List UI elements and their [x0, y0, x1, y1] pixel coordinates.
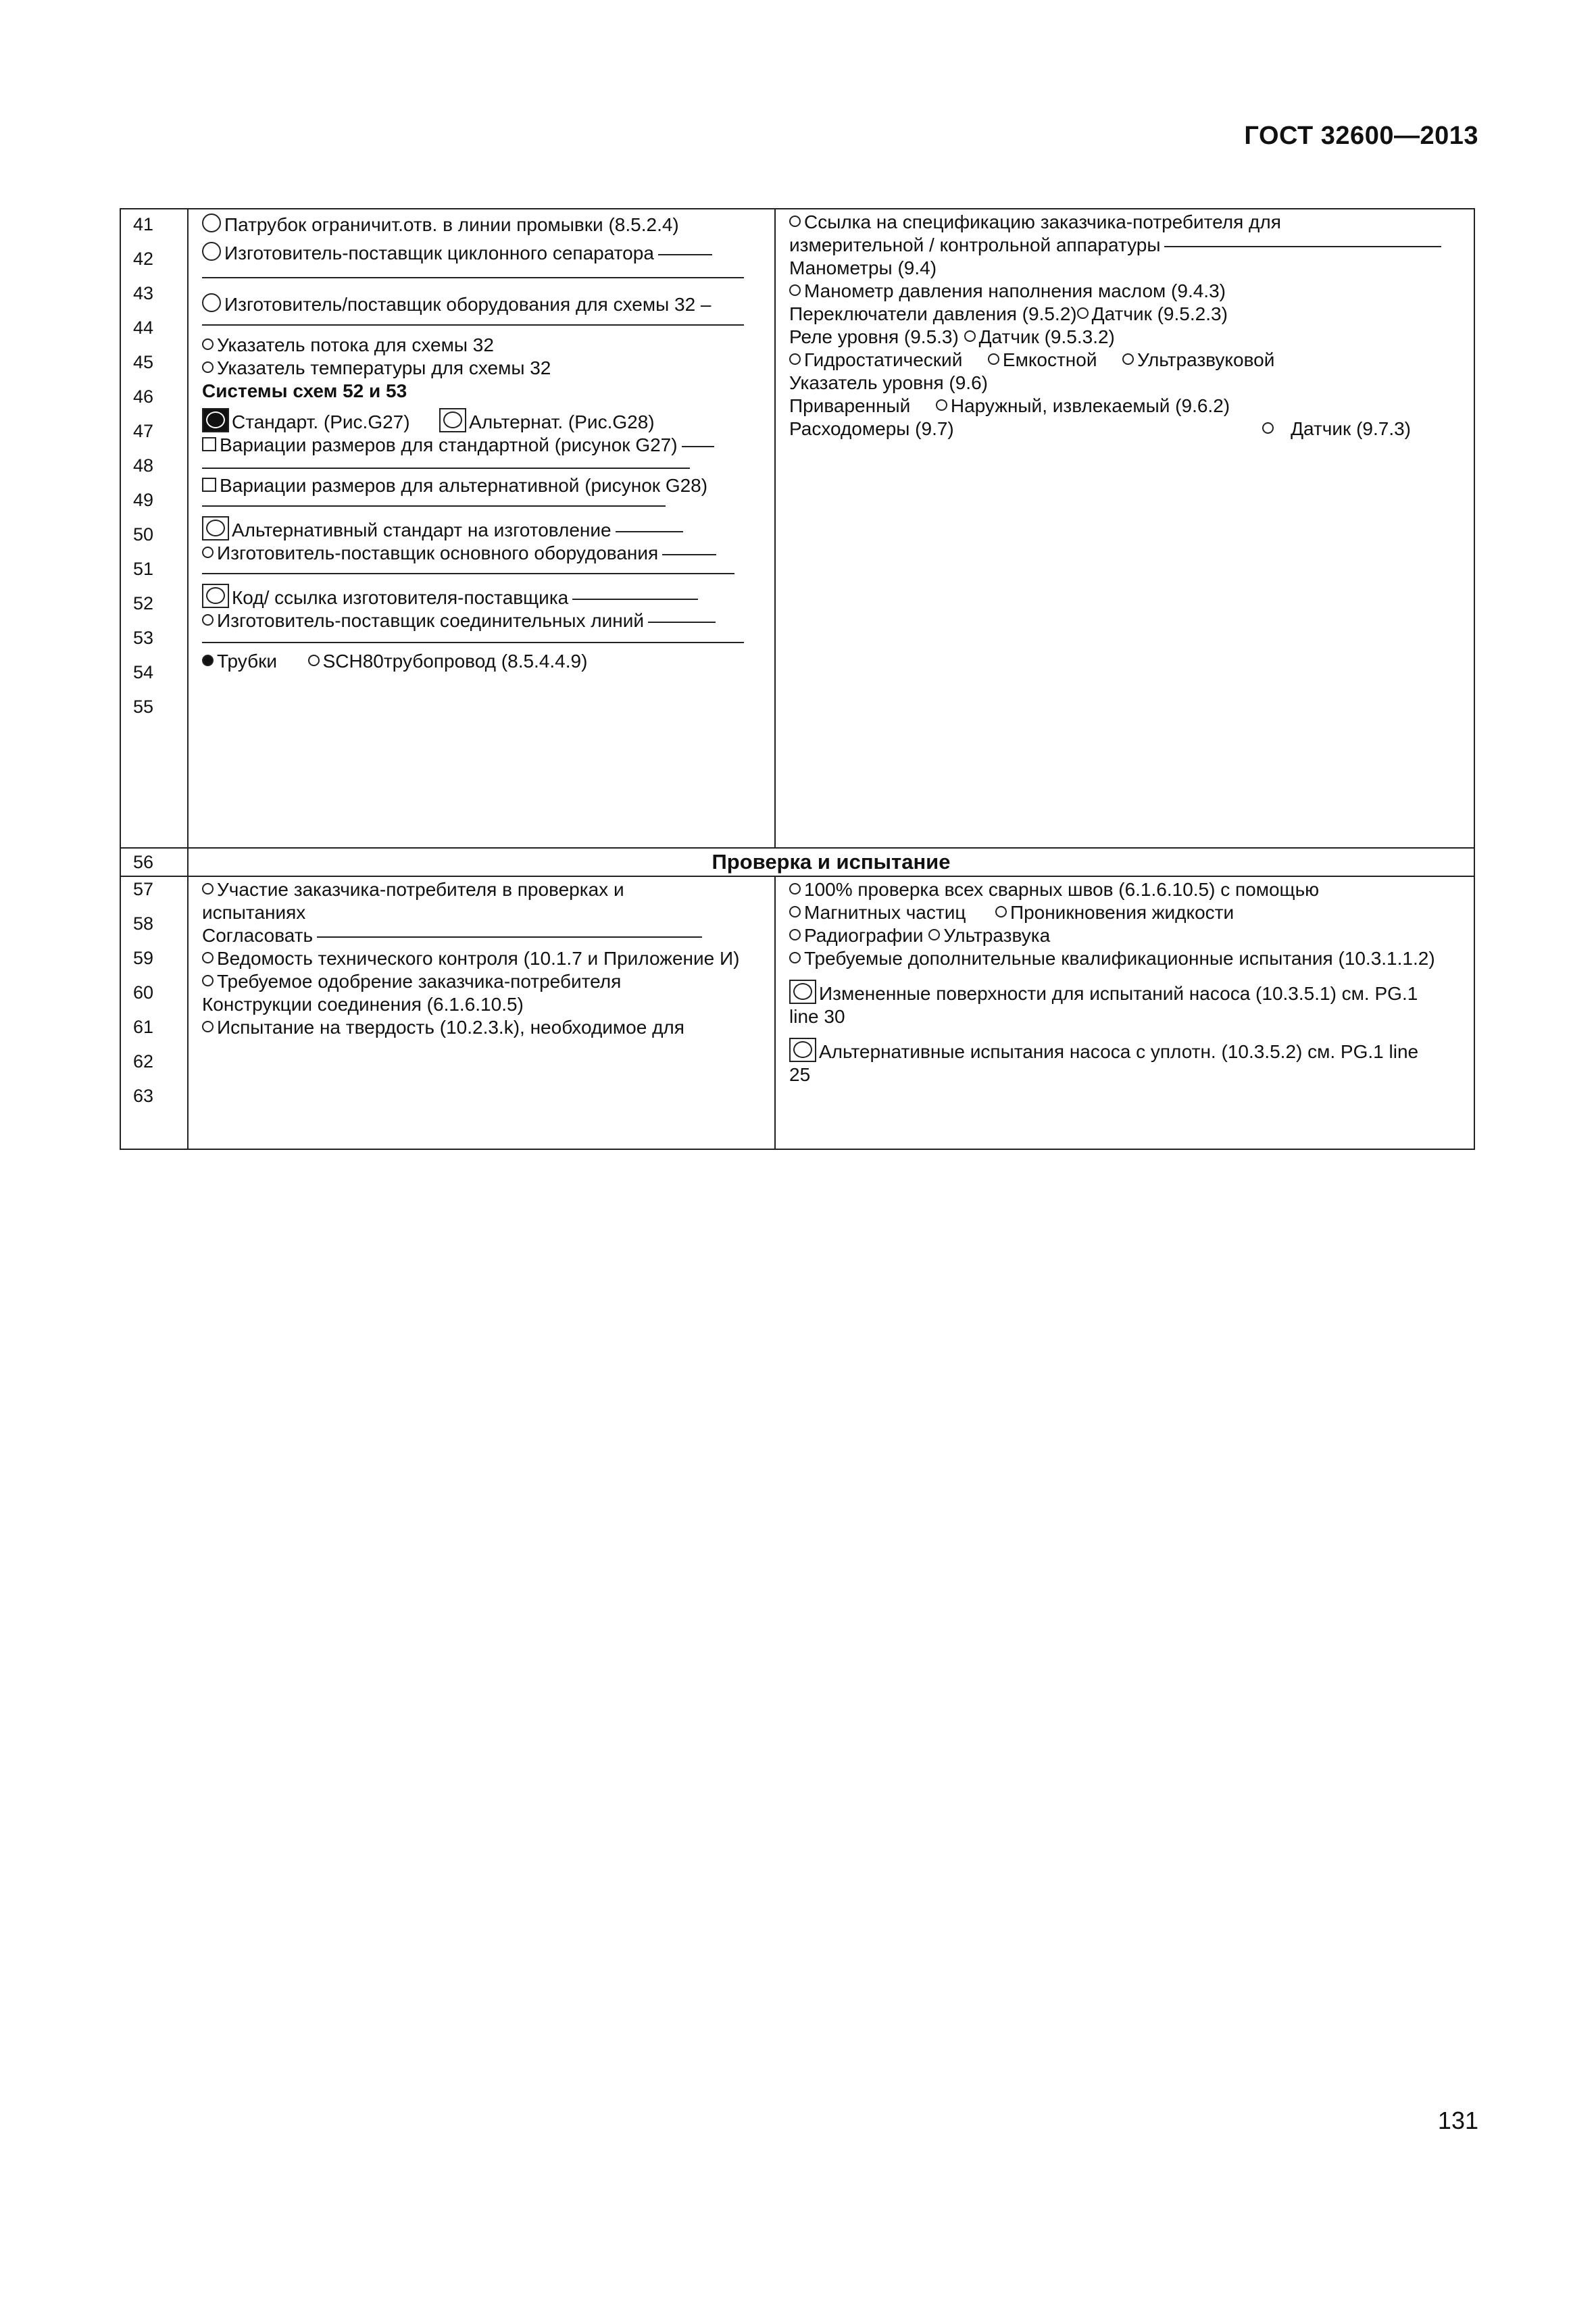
line-number: 46 [133, 386, 154, 407]
radio-button[interactable] [308, 655, 320, 666]
fill-in-line[interactable] [202, 324, 744, 326]
field-vendor-code-reference: Код/ ссылка изготовителя-поставщика [202, 584, 766, 609]
line-number: 45 [133, 352, 154, 372]
fill-in-line[interactable] [682, 446, 714, 447]
radio-button[interactable] [202, 1021, 214, 1032]
radio-button[interactable] [202, 952, 214, 963]
field-purchaser-participation: Участие заказчика-потребителя в проверках и испытаниях [202, 879, 624, 923]
radio-button[interactable] [202, 338, 214, 350]
radio-button[interactable] [202, 883, 214, 895]
section-title: Проверка и испытание [712, 850, 951, 874]
field-additional-qualification-tests: Требуемые дополнительные квалификационные испытания (10.3.1.1.2) [789, 947, 1438, 970]
radio-button[interactable] [1262, 422, 1274, 434]
radio-button[interactable] [202, 614, 214, 626]
radio-button[interactable] [202, 213, 221, 232]
fill-in-line[interactable] [572, 599, 698, 600]
field-hardness-test: Испытание на твердость (10.2.3.k), необходимое для [202, 1016, 766, 1039]
radio-button[interactable] [789, 284, 801, 296]
line-number: 62 [133, 1051, 154, 1072]
line-number: 52 [133, 593, 154, 613]
field-purchaser-approval-required: Требуемое одобрение заказчика-потребителя [202, 970, 766, 993]
field-level-switches: Реле уровня (9.5.3) Датчик (9.5.3.2) [789, 326, 1115, 347]
fill-in-line[interactable] [616, 531, 683, 532]
page-number: 131 [1437, 2107, 1478, 2134]
radio-button[interactable] [202, 975, 214, 986]
radio-button[interactable] [202, 547, 214, 558]
subheading-plans-52-53: Системы схем 52 и 53 [202, 380, 407, 401]
radio-button[interactable] [789, 216, 801, 227]
field-alternative-seal-tests: Альтернативные испытания насоса с уплотн. (10.3.5.2) см. PG.1 line 25 [789, 1038, 1438, 1086]
radio-button[interactable] [988, 353, 999, 365]
line-number: 50 [133, 524, 154, 545]
field-oil-filled-gauge: Манометр давления наполнения маслом (9.4.3) [789, 280, 1466, 303]
field-level-switch-type: Гидростатический Емкостной Ультразвуковой [789, 349, 1466, 372]
fill-in-line[interactable] [648, 622, 716, 623]
field-pressure-switches: Переключатели давления (9.5.2) Датчик (9.5.2.3) [789, 303, 1228, 324]
radio-button[interactable] [1122, 353, 1134, 365]
fill-in-line[interactable] [317, 936, 702, 938]
line-number: 49 [133, 490, 154, 510]
radio-button[interactable] [202, 242, 221, 261]
radio-button[interactable] [1077, 307, 1089, 319]
field-inspection-checklist: Ведомость технического контроля (10.1.7 и Приложение И) [202, 947, 763, 970]
table-row-block-41-55 [121, 209, 1474, 849]
field-tubing-or-piping: Трубки SCH80трубопровод (8.5.4.4.9) [202, 650, 766, 673]
line-number: 48 [133, 455, 154, 476]
line-number: 51 [133, 559, 154, 579]
line-number: 57 [133, 879, 154, 899]
fill-in-line[interactable] [202, 505, 666, 507]
field-main-equipment-vendor: Изготовитель-поставщик основного оборудования [202, 542, 766, 565]
option-icon[interactable] [789, 1038, 816, 1062]
fill-in-line[interactable] [662, 554, 716, 555]
line-number: 55 [133, 697, 154, 717]
radio-button-selected[interactable] [202, 655, 214, 666]
line-number-column [121, 877, 189, 1149]
left-column [189, 209, 776, 847]
field-size-variations-standard: Вариации размеров для стандартной (рисунок G27) [202, 434, 766, 457]
checkbox[interactable] [202, 478, 216, 492]
field-pressure-gauges: Манометры (9.4) [789, 257, 937, 278]
option-icon[interactable] [202, 516, 229, 540]
field-standard-or-alternative: Стандарт. (Рис.G27) Альтернат. (Рис.G28) [202, 408, 766, 434]
radio-button[interactable] [202, 361, 214, 373]
field-inspection-method-1: Магнитных частиц Проникновения жидкости [789, 901, 1466, 924]
line-number: 59 [133, 948, 154, 968]
field-joint-designs: Конструкции соединения (6.1.6.10.5) [202, 994, 524, 1015]
line-number: 58 [133, 913, 154, 934]
fill-in-line[interactable] [202, 573, 734, 574]
fill-in-line[interactable] [1164, 246, 1441, 247]
fill-in-line[interactable] [202, 277, 744, 278]
field-flush-orifice: Патрубок ограничит.отв. в линии промывки (8.5.2.4) [202, 213, 766, 236]
table-row-section-header [121, 849, 1474, 877]
checkbox[interactable] [202, 437, 216, 451]
field-coordinate: Согласовать [202, 924, 766, 947]
field-cyclone-separator-vendor: Изготовитель-поставщик циклонного сепаратора [202, 242, 766, 265]
line-number: 60 [133, 982, 154, 1003]
option-icon[interactable] [439, 408, 466, 432]
field-connecting-lines-vendor: Изготовитель-поставщик соединительных линий [202, 609, 766, 632]
field-modified-test-surfaces: Измененные поверхности для испытаний насоса (10.3.5.1) см. PG.1 line 30 [789, 980, 1438, 1028]
line-number-column [121, 209, 189, 847]
fill-in-line[interactable] [658, 254, 712, 255]
line-number: 47 [133, 421, 154, 441]
option-icon[interactable] [202, 584, 229, 608]
line-number: 42 [133, 249, 154, 269]
field-instrumentation-spec-reference: Ссылка на спецификацию заказчика-потребителя для [789, 211, 1466, 234]
field-level-indicator: Указатель уровня (9.6) [789, 372, 988, 393]
data-sheet-table [120, 208, 1475, 1150]
option-icon[interactable] [789, 980, 816, 1004]
selected-option-icon[interactable] [202, 408, 229, 432]
line-number: 54 [133, 662, 154, 682]
field-alternative-manufacturing-standard: Альтернативный стандарт на изготовление [202, 516, 766, 542]
right-column [776, 209, 1474, 847]
field-plan32-flow-indicator: Указатель потока для схемы 32 [202, 334, 766, 357]
line-number: 61 [133, 1017, 154, 1037]
field-level-indicator-type: Приваренный Наружный, извлекаемый (9.6.2) [789, 395, 1230, 416]
field-plan32-temperature-indicator: Указатель температуры для схемы 32 [202, 357, 766, 380]
field-flow-meters: Расходомеры (9.7) Датчик (9.7.3) [789, 418, 1411, 439]
right-column [776, 877, 1474, 1149]
radio-button[interactable] [928, 929, 940, 940]
line-number: 56 [121, 849, 189, 876]
radio-button[interactable] [202, 293, 221, 312]
line-number: 53 [133, 628, 154, 648]
document-title: ГОСТ 32600—2013 [1244, 122, 1478, 150]
line-number: 41 [133, 214, 154, 234]
radio-button[interactable] [789, 883, 801, 895]
line-number: 43 [133, 283, 154, 303]
left-column [189, 877, 776, 1149]
radio-button[interactable] [964, 330, 976, 342]
radio-button[interactable] [789, 952, 801, 963]
radio-button[interactable] [936, 399, 947, 411]
field-size-variations-alternative: Вариации размеров для альтернативной (рисунок G28) [202, 474, 766, 497]
radio-button[interactable] [789, 929, 801, 940]
table-row-block-57-63 [121, 877, 1474, 1149]
field-weld-inspection: 100% проверка всех сварных швов (6.1.6.10.5) с помощью [789, 878, 1466, 901]
radio-button[interactable] [789, 906, 801, 917]
radio-button[interactable] [995, 906, 1007, 917]
line-number: 63 [133, 1086, 154, 1106]
field-instrumentation-spec-reference-cont: измерительной / контрольной аппаратуры [789, 234, 1466, 257]
field-plan32-equipment-vendor: Изготовитель/поставщик оборудования для схемы 32 – [202, 293, 766, 316]
line-number: 44 [133, 318, 154, 338]
fill-in-line[interactable] [202, 468, 690, 469]
radio-button[interactable] [789, 353, 801, 365]
fill-in-line[interactable] [202, 642, 744, 643]
field-inspection-method-2: Радиографии Ультразвука [789, 924, 1466, 947]
